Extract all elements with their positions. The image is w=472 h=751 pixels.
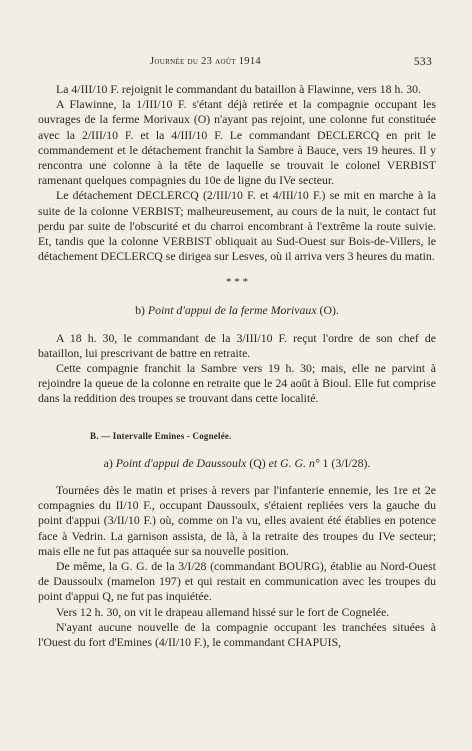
- paragraph: Le détachement DECLERCQ (2/III/10 F. et 4/III/10 F.) se mit en marche à la suite de la colonne VERBIST; malheureusement, au cours de la nuit, le contact fut perdu par suite de l'obscurité et du charroi encombrant à l'extrême la route suivie. Et, tandis que la colonne VERBIST obliquait au Sud-Ouest sur Bois-de-Villers, le détachement DECLERCQ se dirigea sur Lesves, où il arriva vers 3 heures du matin.: [38, 188, 436, 264]
- page-body: [38, 82, 436, 650]
- paragraph: Cette compagnie franchit la Sambre vers 19 h. 30; mais, elle ne parvint à rejoindre la queue de la colonne en retraite que le 24 août à Bioul. Elle fut comprise dans la reddition des troupes se trouvant dans cette localité.: [38, 361, 436, 406]
- page-number: 533: [413, 56, 432, 68]
- subheading-a-prefix: a): [103, 455, 113, 470]
- paragraph: Tournées dès le matin et prises à revers par l'infanterie ennemie, les 1re et 2e compagnies du II/10 F., occupant Daussoulx, s'étaient repliées vers la gauche du point d'appui (3/II/10 F.) où, comme on l'a vu, elles avaient été établies en potence face à Vedrin. La garnison assista, de là, à la retraite des troupes du IVe secteur; mais elle ne fut pas attaquée sur sa nouvelle position.: [38, 483, 436, 558]
- paragraph: N'ayant aucune nouvelle de la compagnie occupant les tranchées situées à l'Ouest du fort d'Emines (4/II/10 F.), le commandant CHAPUIS,: [38, 619, 436, 650]
- paragraph: A Flawinne, la 1/III/10 F. s'étant déjà retirée et la compagnie occupant les ouvrages de la ferme Morivaux (O) n'ayant pas rejoint, une colonne fut constituée avec la 2/III/10 F. et la 4/III/10 F. Le commandant DECLERCQ en prit le commandement et le détachement franchit la Sambre à Bauce, vers 19 heures. Il y rencontra une colonne à la tête de laquelle se trouvait le colonel VERBIST ramenant quelques compagnies du 10e de ligne du IVe secteur.: [38, 97, 436, 188]
- subheading-b-title: Point d'appui de la ferme Morivaux: [147, 303, 317, 318]
- paragraph: La 4/III/10 F. rejoignit le commandant du bataillon à Flawinne, vers 18 h. 30.: [56, 82, 422, 96]
- subheading-a-title2: et G. G. n°: [268, 455, 320, 470]
- subheading-b-suffix: (O).: [319, 303, 339, 318]
- subheading-a-suffix: 1 (3/I/28).: [322, 455, 371, 470]
- running-title: Journée du 23 août 1914: [150, 56, 261, 67]
- subheading-a-mid: (Q): [249, 455, 266, 470]
- section-stars: * * *: [226, 276, 248, 289]
- section-heading-B: B. — Intervalle Emines - Cognelée.: [90, 430, 232, 441]
- subheading-a: [38, 456, 436, 471]
- paragraph: A 18 h. 30, le commandant de la 3/III/10 F. reçut l'ordre de son chef de bataillon, lui prescrivant de battre en retraite.: [38, 330, 436, 360]
- paragraph: De même, la G. G. de la 3/I/28 (commandant BOURG), établie au Nord-Ouest de Daussoulx (mamelon 197) et qui restait en communication avec les troupes du point d'appui Q, ne fut pas inquiétée.: [38, 559, 436, 604]
- subheading-b-prefix: b): [135, 303, 145, 318]
- subheading-a-title: Point d'appui de Daussoulx: [115, 455, 247, 470]
- subheading-b: [38, 303, 436, 318]
- paragraph: Vers 12 h. 30, on vit le drapeau allemand hissé sur le fort de Cognelée.: [56, 604, 390, 619]
